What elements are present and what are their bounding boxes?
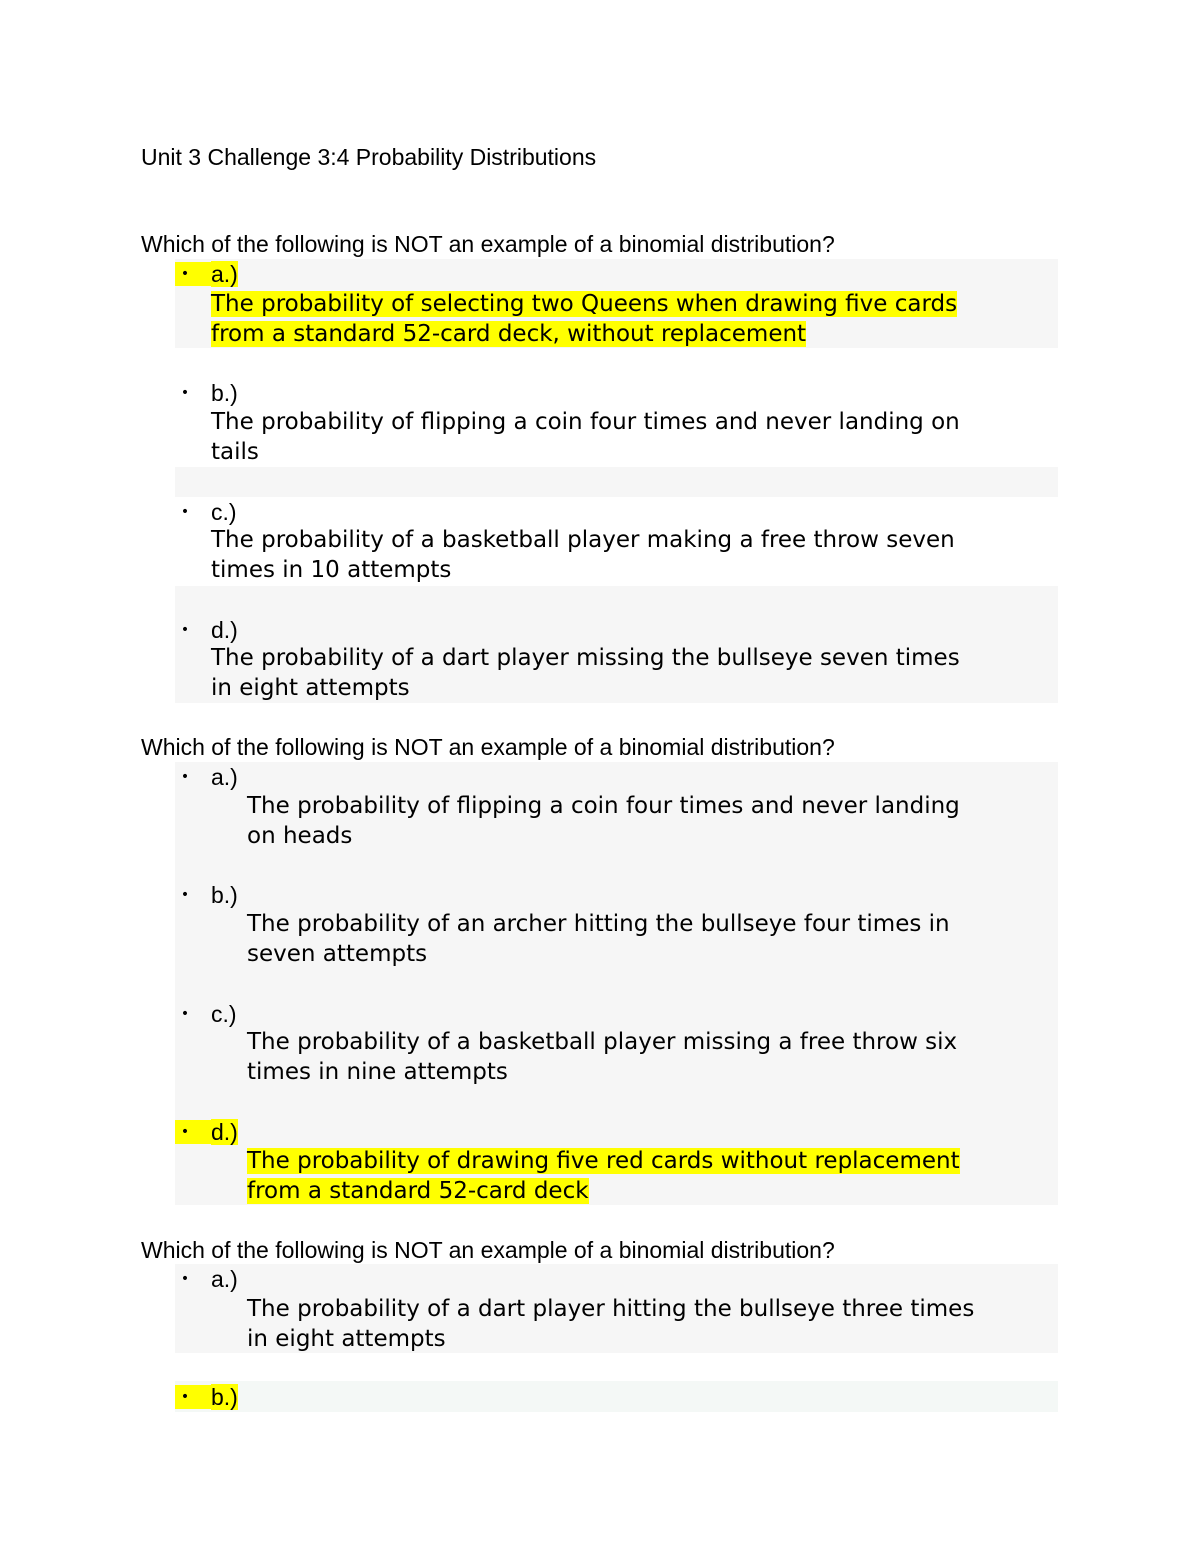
bullet-icon: • — [180, 385, 190, 401]
option-background — [175, 348, 1058, 378]
option-text: The probability of flipping a coin four times and never landing on heads — [247, 793, 960, 849]
page-title: Unit 3 Challenge 3:4 Probability Distributions — [141, 144, 597, 170]
bullet-icon: • — [180, 769, 190, 785]
option-letter: d.) — [211, 1119, 238, 1145]
option-text: The probability of a basketball player missing a free throw six times in nine attempts — [247, 1029, 958, 1085]
option-background — [175, 467, 1058, 497]
bullet-icon: • — [180, 887, 190, 903]
question-prompt: Which of the following is NOT an example of a binomial distribution? — [141, 1237, 835, 1263]
option-letter: b.) — [211, 882, 238, 908]
option-letter: b.) — [211, 1384, 238, 1410]
bullet-icon: • — [180, 1006, 190, 1022]
option-text: The probability of flipping a coin four times and never landing on tails — [211, 409, 960, 465]
question-prompt: Which of the following is NOT an example of a binomial distribution? — [141, 231, 835, 257]
option-text: The probability of selecting two Queens when drawing five cards from a standard 52-card deck, without replacement — [211, 291, 958, 347]
option-letter: b.) — [211, 380, 238, 406]
option-text: The probability of an archer hitting the bullseye four times in seven attempts — [247, 911, 950, 967]
option-letter: c.) — [211, 1001, 237, 1027]
bullet-icon: • — [180, 504, 190, 520]
question-prompt: Which of the following is NOT an example of a binomial distribution? — [141, 734, 835, 760]
option-letter: a.) — [211, 1266, 238, 1292]
bullet-icon: • — [180, 1271, 190, 1287]
option-text: The probability of drawing five red cards without replacement from a standard 52-card deck — [247, 1148, 960, 1204]
option-text: The probability of a dart player missing the bullseye seven times in eight attempts — [211, 645, 960, 701]
option-text: The probability of a dart player hitting the bullseye three times in eight attempts — [247, 1296, 975, 1352]
option-background — [175, 1381, 1058, 1412]
option-letter: a.) — [211, 261, 238, 287]
option-text: The probability of a basketball player making a free throw seven times in 10 attempts — [211, 527, 955, 583]
bullet-icon: • — [180, 622, 190, 638]
bullet-icon: • — [180, 1124, 190, 1140]
bullet-icon: • — [180, 266, 190, 282]
bullet-icon: • — [180, 1389, 190, 1405]
option-letter: a.) — [211, 764, 238, 790]
option-letter: c.) — [211, 499, 237, 525]
option-letter: d.) — [211, 617, 238, 643]
